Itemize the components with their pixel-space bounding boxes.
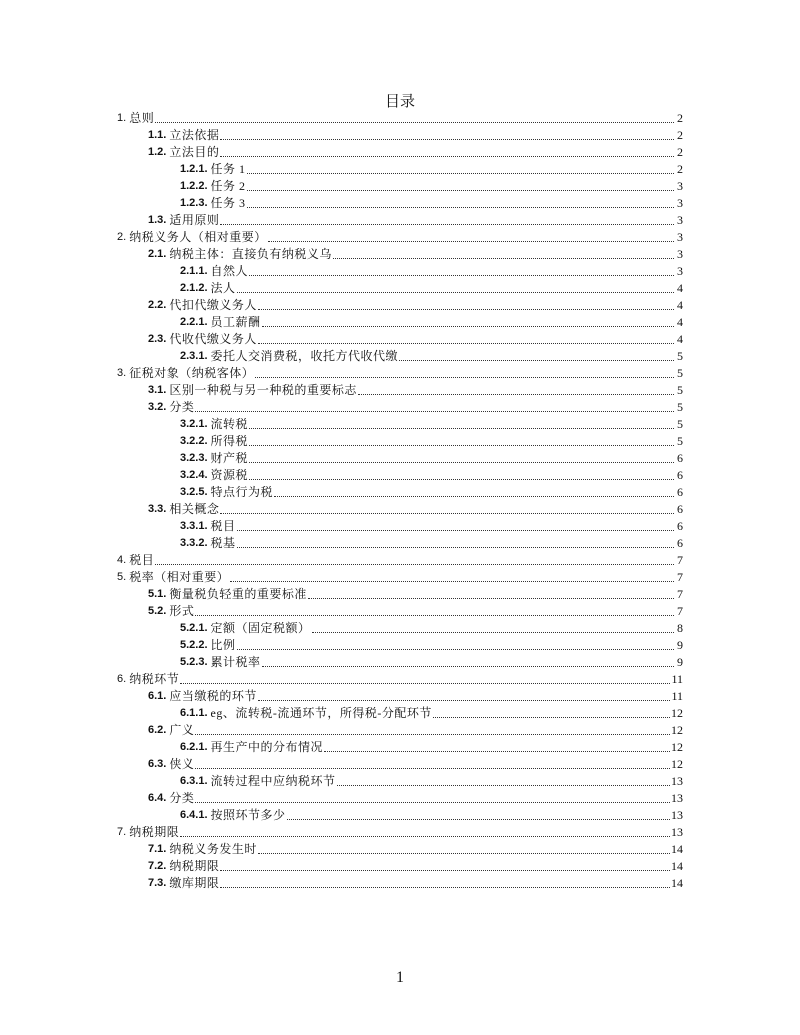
toc-entry[interactable]: [117, 654, 683, 671]
toc-entry[interactable]: [117, 161, 683, 178]
dot-leader: [249, 445, 674, 446]
toc-entry-page: 6: [677, 536, 683, 550]
toc-entry[interactable]: [117, 518, 683, 535]
toc-entry-label: 财产税: [210, 451, 249, 465]
toc-entry-page: 3: [677, 179, 683, 193]
toc-entry-page: 4: [677, 281, 683, 295]
toc-entry-page: 3: [677, 230, 683, 244]
toc-entry-label: 再生产中的分布情况: [210, 740, 324, 754]
toc-entry[interactable]: [117, 178, 683, 195]
toc-title: 目录: [384, 94, 415, 110]
toc-entry-page: 6: [677, 468, 683, 482]
toc-entry-label: 员工薪酬: [210, 315, 261, 329]
toc-entry-page: 2: [677, 111, 683, 125]
dot-leader: [249, 479, 674, 480]
toc-entry-page: 5: [677, 366, 683, 380]
toc-entry-label: 所得税: [210, 434, 249, 448]
toc-entry-page: 12: [671, 723, 683, 737]
toc-entry[interactable]: [117, 722, 683, 739]
toc-entry-number: 2.1.: [148, 248, 167, 260]
toc-entry-label: 纳税期限: [169, 859, 220, 873]
toc-entry[interactable]: [117, 637, 683, 654]
toc-entry-label: 应当缴税的环节: [169, 689, 257, 703]
toc-entry-label: 衡量税负轻重的重要标准: [169, 587, 307, 601]
toc-entry-page: 3: [677, 196, 683, 210]
toc-entry-page: 3: [677, 247, 683, 261]
toc-entry[interactable]: [117, 620, 683, 637]
toc-entry-number: 5.2.2.: [180, 639, 208, 651]
dot-leader: [308, 598, 674, 599]
toc-entry[interactable]: [117, 858, 683, 875]
toc-entry[interactable]: [117, 467, 683, 484]
toc-entry-number: 2.2.: [148, 299, 167, 311]
toc-entry-label: 法人: [210, 281, 236, 295]
toc-entry-number: 5.2.: [148, 605, 167, 617]
toc-entry-number: 5.2.1.: [180, 622, 208, 634]
dot-leader: [220, 870, 670, 871]
toc-entry-number: 6.: [117, 673, 127, 685]
toc-entry-label: 分类: [169, 400, 195, 414]
toc-entry-number: 3.2.3.: [180, 452, 208, 464]
toc-entry[interactable]: [117, 484, 683, 501]
toc-entry-label: 区别一种税与另一种税的重要标志: [169, 383, 357, 397]
dot-leader: [180, 683, 670, 684]
toc-entry-label: 代扣代缴义务人: [169, 298, 257, 312]
toc-entry-number: 3.2.1.: [180, 418, 208, 430]
dot-leader: [220, 156, 674, 157]
toc-entry[interactable]: [117, 144, 683, 161]
dot-leader: [258, 853, 670, 854]
dot-leader: [262, 666, 674, 667]
dot-leader: [255, 377, 674, 378]
toc-entry-label: 任务 2: [210, 179, 246, 193]
toc-entry-label: 累计税率: [210, 655, 261, 669]
page-number: 1: [396, 969, 404, 986]
toc-entry-label: 比例: [210, 638, 236, 652]
toc-entry-page: 5: [677, 417, 683, 431]
dot-leader: [155, 564, 674, 565]
toc-entry[interactable]: [117, 365, 683, 382]
toc-entry-page: 7: [677, 570, 683, 584]
toc-entry-number: 5.1.: [148, 588, 167, 600]
toc-entry-number: 3.2.4.: [180, 469, 208, 481]
toc-entry-number: 6.4.: [148, 792, 167, 804]
toc-entry-page: 6: [677, 451, 683, 465]
toc-entry-label: 相关概念: [169, 502, 220, 516]
toc-entry[interactable]: [117, 535, 683, 552]
toc-entry-page: 5: [677, 349, 683, 363]
dot-leader: [399, 360, 674, 361]
toc-entry-label: 立法目的: [169, 145, 220, 159]
toc-entry-page: 12: [671, 740, 683, 754]
toc-entry-label: 自然人: [210, 264, 249, 278]
toc-entry-number: 6.4.1.: [180, 809, 208, 821]
toc-entry-label: 适用原则: [169, 213, 220, 227]
toc-entry-page: 5: [677, 400, 683, 414]
toc-entry[interactable]: [117, 756, 683, 773]
toc-entry-number: 3.2.2.: [180, 435, 208, 447]
toc-entry[interactable]: [117, 841, 683, 858]
toc-entry-page: 5: [677, 434, 683, 448]
toc-entry-page: 7: [677, 587, 683, 601]
toc-entry-page: 12: [671, 706, 683, 720]
toc-entry-page: 2: [677, 162, 683, 176]
toc-entry[interactable]: [117, 569, 683, 586]
toc-entry-page: 9: [677, 638, 683, 652]
toc-entry-page: 7: [677, 604, 683, 618]
toc-entry-page: 2: [677, 128, 683, 142]
toc-entry-label: 流转税: [210, 417, 249, 431]
toc-entry-number: 6.2.1.: [180, 741, 208, 753]
toc-entry[interactable]: [117, 331, 683, 348]
toc-entry[interactable]: [117, 348, 683, 365]
dot-leader: [195, 411, 674, 412]
toc-entry-label: 定额（固定税额）: [210, 621, 311, 635]
dot-leader: [249, 462, 674, 463]
toc-entry-page: 13: [671, 808, 683, 822]
toc-entry-page: 9: [677, 655, 683, 669]
dot-leader: [258, 309, 674, 310]
toc-entry[interactable]: [117, 110, 683, 127]
dot-leader: [262, 326, 674, 327]
toc-entry-number: 1.2.: [148, 146, 167, 158]
toc-entry-label: 立法依据: [169, 128, 220, 142]
toc-entry-label: 纳税环节: [129, 672, 180, 686]
toc-entry-page: 13: [671, 825, 683, 839]
dot-leader: [220, 887, 670, 888]
dot-leader: [237, 547, 674, 548]
toc-entry[interactable]: [117, 246, 683, 263]
toc-entry[interactable]: [117, 433, 683, 450]
toc-entry[interactable]: [117, 212, 683, 229]
toc-entry-page: 13: [671, 774, 683, 788]
toc-entry-number: 2.3.1.: [180, 350, 208, 362]
dot-leader: [268, 241, 674, 242]
toc-entry-page: 3: [677, 264, 683, 278]
dot-leader: [249, 275, 674, 276]
toc-entry-number: 2.3.: [148, 333, 167, 345]
dot-leader: [220, 139, 674, 140]
toc-entry-label: 总则: [129, 111, 155, 125]
dot-leader: [195, 615, 674, 616]
toc-entry-page: 13: [671, 791, 683, 805]
dot-leader: [258, 700, 671, 701]
dot-leader: [247, 190, 674, 191]
toc-entry-number: 7.: [117, 826, 127, 838]
toc-entry-number: 2.: [117, 231, 127, 243]
toc-entry-number: 3.1.: [148, 384, 167, 396]
toc-entry[interactable]: [117, 552, 683, 569]
dot-leader: [333, 258, 674, 259]
dot-leader: [433, 717, 670, 718]
toc-entry-label: 纳税义务人（相对重要）: [129, 230, 267, 244]
toc-entry-page: 3: [677, 213, 683, 227]
toc-entry-number: 4.: [117, 554, 127, 566]
toc-entry[interactable]: [117, 450, 683, 467]
toc-entry-number: 3.3.: [148, 503, 167, 515]
toc-entry-number: 5.: [117, 571, 127, 583]
dot-leader: [287, 819, 670, 820]
toc-entry-label: 广义: [169, 723, 195, 737]
toc-entry-number: 7.2.: [148, 860, 167, 872]
toc-entry-number: 6.1.: [148, 690, 167, 702]
toc-entry-label: 税率（相对重要）: [129, 570, 230, 584]
toc-entry-number: 3.2.5.: [180, 486, 208, 498]
toc-entry-page: 7: [677, 553, 683, 567]
toc-entry-label: 税基: [210, 536, 236, 550]
toc-entry-label: 纳税主体：直接负有纳税义乌: [169, 247, 332, 261]
dot-leader: [180, 836, 670, 837]
toc-entry-number: 1.2.2.: [180, 180, 208, 192]
toc-entry-label: 税目: [210, 519, 236, 533]
toc-entry-label: 形式: [169, 604, 195, 618]
dot-leader: [195, 768, 670, 769]
toc-entry-number: 5.2.3.: [180, 656, 208, 668]
toc-entry-number: 6.1.1.: [180, 707, 208, 719]
toc-entry-number: 7.1.: [148, 843, 167, 855]
toc-entry[interactable]: [117, 416, 683, 433]
toc-entry[interactable]: [117, 807, 683, 824]
toc-entry-number: 3.2.: [148, 401, 167, 413]
dot-leader: [258, 343, 674, 344]
toc-entry-label: 征税对象（纳税客体）: [129, 366, 255, 380]
toc-entry-number: 3.3.2.: [180, 537, 208, 549]
toc-entry[interactable]: [117, 586, 683, 603]
toc-entry[interactable]: [117, 739, 683, 756]
dot-leader: [195, 734, 670, 735]
toc-entry-label: 代收代缴义务人: [169, 332, 257, 346]
toc-entry-page: 4: [677, 298, 683, 312]
dot-leader: [220, 513, 674, 514]
dot-leader: [220, 224, 674, 225]
dot-leader: [230, 581, 674, 582]
toc-entry[interactable]: [117, 824, 683, 841]
toc-entry[interactable]: [117, 399, 683, 416]
dot-leader: [337, 785, 670, 786]
toc-entry-number: 2.1.2.: [180, 282, 208, 294]
toc-entry[interactable]: [117, 705, 683, 722]
toc-entry-number: 2.2.1.: [180, 316, 208, 328]
toc-entry[interactable]: [117, 297, 683, 314]
toc-entry-label: 资源税: [210, 468, 249, 482]
toc-entry-number: 7.3.: [148, 877, 167, 889]
dot-leader: [247, 207, 674, 208]
toc-entry-number: 1.2.1.: [180, 163, 208, 175]
toc-entry-number: 6.2.: [148, 724, 167, 736]
dot-leader: [324, 751, 670, 752]
toc-entry[interactable]: [117, 229, 683, 246]
toc-entry[interactable]: [117, 671, 683, 688]
dot-leader: [195, 802, 670, 803]
toc-entry-number: 6.3.: [148, 758, 167, 770]
toc-entry[interactable]: [117, 790, 683, 807]
toc-entry-page: 2: [677, 145, 683, 159]
toc-entry-number: 2.1.1.: [180, 265, 208, 277]
toc-entry-label: 按照环节多少: [210, 808, 286, 822]
table-of-contents: [117, 110, 683, 892]
toc-entry-page: 14: [671, 876, 683, 890]
toc-entry[interactable]: [117, 688, 683, 705]
toc-entry-number: 1.2.3.: [180, 197, 208, 209]
dot-leader: [155, 122, 674, 123]
toc-entry-label: 分类: [169, 791, 195, 805]
toc-entry-label: 缴库期限: [169, 876, 220, 890]
toc-entry-label: 委托人交消费税，收托方代收代缴: [210, 349, 399, 363]
dot-leader: [358, 394, 674, 395]
toc-entry[interactable]: [117, 501, 683, 518]
toc-entry-page: 8: [677, 621, 683, 635]
toc-entry-page: 11: [671, 689, 683, 703]
toc-entry-label: 任务 1: [210, 162, 246, 176]
toc-entry-label: 任务 3: [210, 196, 246, 210]
toc-entry-label: 侠义: [169, 757, 195, 771]
toc-entry-page: 6: [677, 519, 683, 533]
toc-entry-number: 1.3.: [148, 214, 167, 226]
dot-leader: [274, 496, 674, 497]
toc-entry-number: 3.3.1.: [180, 520, 208, 532]
toc-entry-page: 14: [671, 842, 683, 856]
dot-leader: [249, 428, 674, 429]
dot-leader: [237, 292, 674, 293]
toc-entry-label: 纳税义务发生时: [169, 842, 257, 856]
dot-leader: [237, 530, 674, 531]
toc-entry-page: 11: [671, 672, 683, 686]
dot-leader: [247, 173, 674, 174]
toc-entry[interactable]: [117, 773, 683, 790]
toc-entry-label: 纳税期限: [129, 825, 180, 839]
toc-entry[interactable]: [117, 603, 683, 620]
dot-leader: [312, 632, 674, 633]
toc-entry-label: 税目: [129, 553, 155, 567]
toc-entry-page: 4: [677, 332, 683, 346]
toc-entry[interactable]: [117, 280, 683, 297]
toc-entry-number: 1.: [117, 112, 127, 124]
toc-entry-page: 5: [677, 383, 683, 397]
dot-leader: [237, 649, 674, 650]
toc-entry[interactable]: [117, 382, 683, 399]
toc-entry-page: 6: [677, 485, 683, 499]
toc-entry-page: 14: [671, 859, 683, 873]
toc-entry-page: 4: [677, 315, 683, 329]
toc-entry-number: 6.3.1.: [180, 775, 208, 787]
toc-entry[interactable]: [117, 314, 683, 331]
toc-entry-label: 特点行为税: [210, 485, 274, 499]
toc-entry-label: 流转过程中应纳税环节: [210, 774, 336, 788]
toc-entry[interactable]: [117, 127, 683, 144]
toc-entry-page: 12: [671, 757, 683, 771]
toc-entry[interactable]: [117, 263, 683, 280]
toc-entry-page: 6: [677, 502, 683, 516]
toc-entry-label: eg、流转税-流通环节，所得税-分配环节: [210, 706, 432, 720]
toc-entry-number: 1.1.: [148, 129, 167, 141]
toc-entry[interactable]: [117, 875, 683, 892]
toc-entry[interactable]: [117, 195, 683, 212]
toc-entry-number: 3.: [117, 367, 127, 379]
